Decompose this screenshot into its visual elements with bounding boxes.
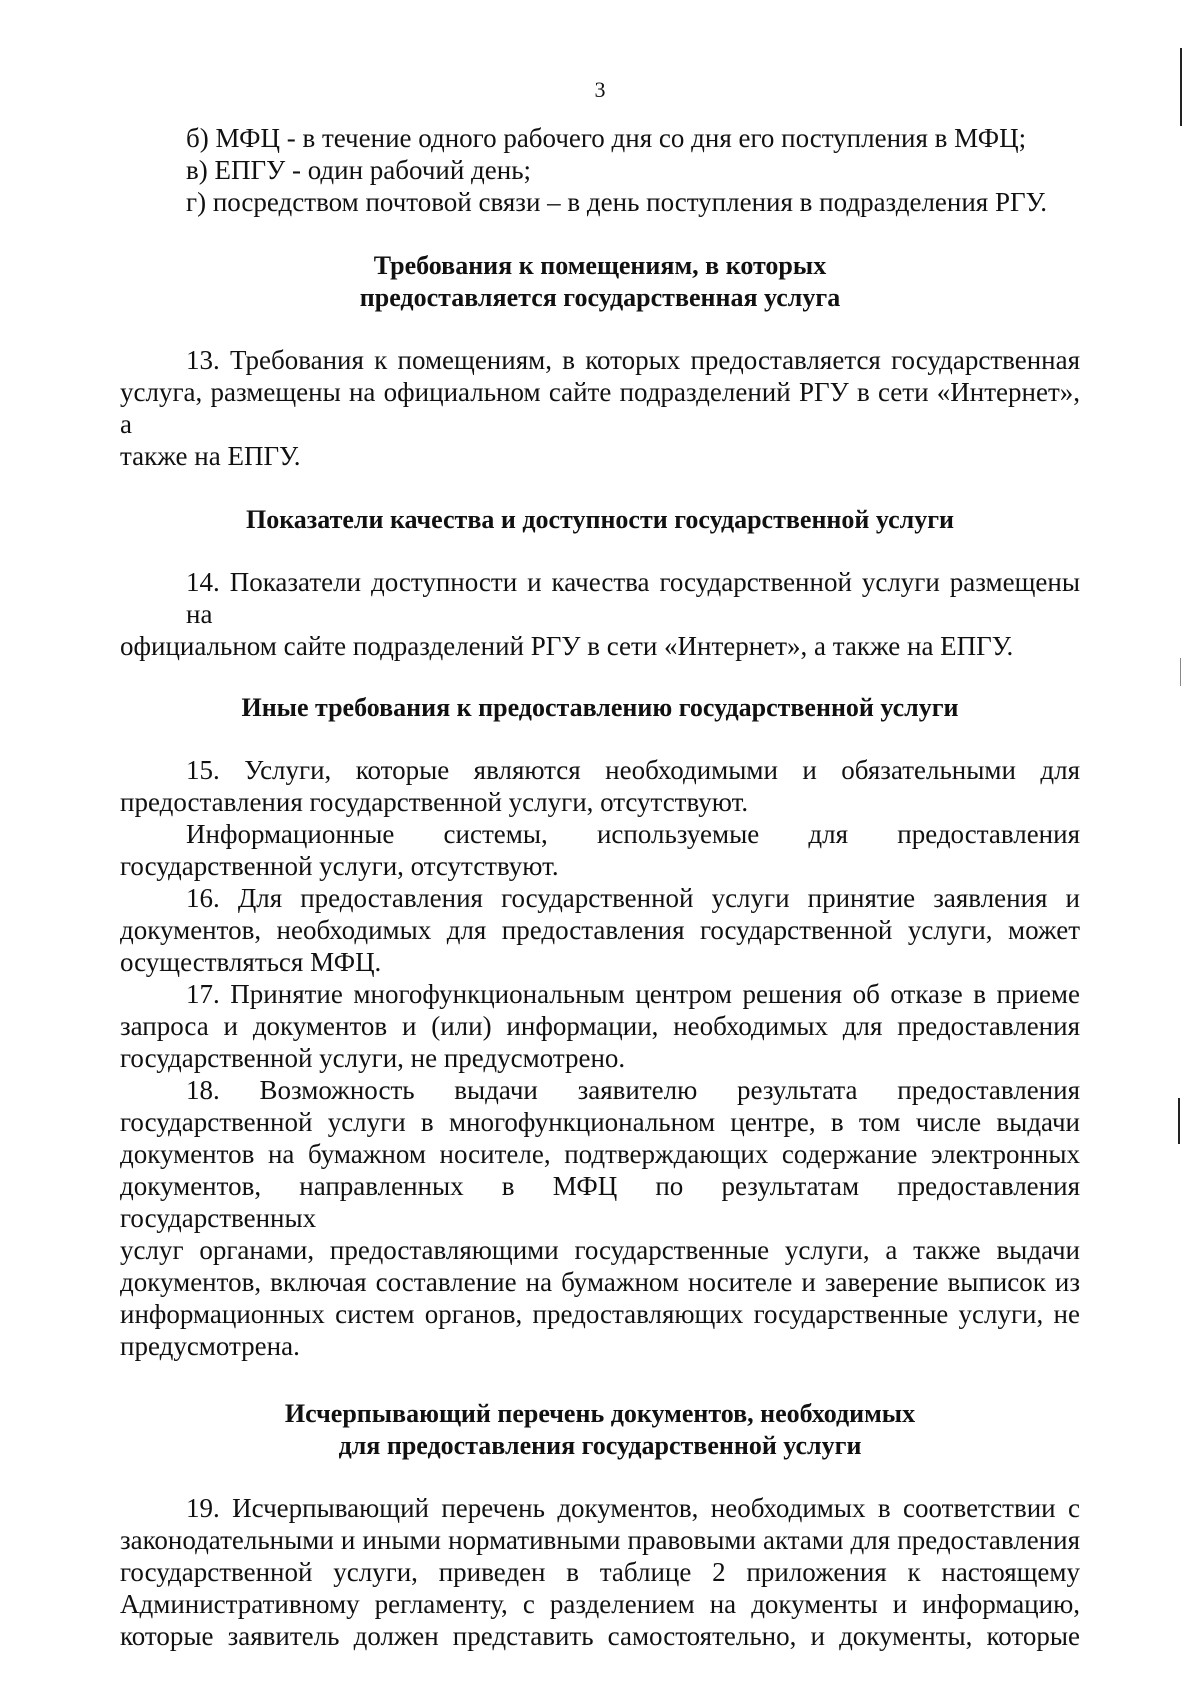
scan-edge-mark-top [1180,48,1182,126]
heading-line: для предоставления государственной услуги [338,1431,862,1460]
scan-edge-mark-dots [1180,658,1181,686]
delivery-list [120,122,1080,218]
paragraph-line: 16. Для предоставления государственной услуги принятие заявления и [186,883,1080,913]
paragraph-line: документов на бумажном носителе, подтверждающих содержание электронных [120,1139,1080,1169]
paragraph-line: предусмотрена. [120,1331,300,1361]
section-heading-premises [120,250,1080,314]
paragraph-line: государственной услуги в многофункциональном центре, в том числе выдачи [120,1107,1080,1137]
heading-line: Исчерпывающий перечень документов, необходимых [284,1399,916,1428]
heading-line: Требования к помещениям, в которых [373,251,827,280]
paragraph-line: 14. Показатели доступности и качества государственной услуги размещены на [186,567,1080,629]
section-heading-documents-list [120,1398,1080,1462]
paragraph-line: предоставления государственной услуги, отсутствуют. [120,787,749,817]
paragraph-16 [120,882,1080,978]
paragraph-line: законодательными и иными нормативными правовыми актами для предоставления [120,1525,1080,1555]
heading-line: предоставляется государственная услуга [359,283,841,312]
document-page [120,78,1080,1652]
paragraph-line: Информационные системы, используемые для предоставления [186,819,1080,849]
section-heading-quality: Показатели качества и доступности государственной услуги [245,505,955,534]
section-heading-other-requirements: Иные требования к предоставлению государственной услуги [241,693,959,722]
paragraph-14 [120,566,1080,662]
paragraph-line: услуга, размещены на официальном сайте подразделений РГУ в сети «Интернет», а [120,377,1080,439]
paragraph-line: также на ЕПГУ. [120,441,301,471]
paragraph-line: Административному регламенту, с разделением на документы и информацию, [120,1589,1080,1619]
paragraph-15 [120,754,1080,882]
scan-edge-mark-middle [1178,1098,1180,1144]
paragraph-line: 18. Возможность выдачи заявителю результата предоставления [186,1075,1080,1105]
paragraph-line: услуг органами, предоставляющими государственные услуги, а также выдачи [120,1235,1080,1265]
paragraph-line: документов, направленных в МФЦ по результатам предоставления государственных [120,1171,1080,1233]
paragraph-line: государственной услуги, приведен в таблице 2 приложения к настоящему [120,1557,1080,1587]
paragraph-line: 19. Исчерпывающий перечень документов, необходимых в соответствии с [186,1493,1080,1523]
paragraph-line: которые заявитель должен представить самостоятельно, и документы, которые [120,1621,1080,1651]
paragraph-line: запроса и документов и (или) информации, необходимых для предоставления [120,1011,1080,1041]
paragraph-17 [120,978,1080,1074]
paragraph-line: официальном сайте подразделений РГУ в сети «Интернет», а также на ЕПГУ. [120,631,1014,661]
paragraph-line: 17. Принятие многофункциональным центром решения об отказе в приеме [186,979,1080,1009]
paragraph-line: 13. Требования к помещениям, в которых предоставляется государственная [186,345,1080,375]
paragraph-line: документов, включая составление на бумажном носителе и заверение выписок из [120,1267,1080,1297]
list-item: б) МФЦ - в течение одного рабочего дня со дня его поступления в МФЦ; [186,123,1027,153]
paragraph-line: осуществляться МФЦ. [120,947,382,977]
page-number: 3 [594,77,606,102]
paragraph-19 [120,1492,1080,1652]
paragraph-18 [120,1074,1080,1362]
paragraph-13 [120,344,1080,472]
list-item: г) посредством почтовой связи – в день поступления в подразделения РГУ. [186,187,1048,217]
paragraph-line: 15. Услуги, которые являются необходимыми и обязательными для [186,755,1080,785]
paragraph-line: государственной услуги, отсутствуют. [120,851,559,881]
paragraph-line: государственной услуги, не предусмотрено. [120,1043,626,1073]
list-item: в) ЕПГУ - один рабочий день; [186,155,532,185]
paragraph-line: информационных систем органов, предоставляющих государственные услуги, не [120,1299,1080,1329]
paragraph-line: документов, необходимых для предоставления государственной услуги, может [120,915,1080,945]
